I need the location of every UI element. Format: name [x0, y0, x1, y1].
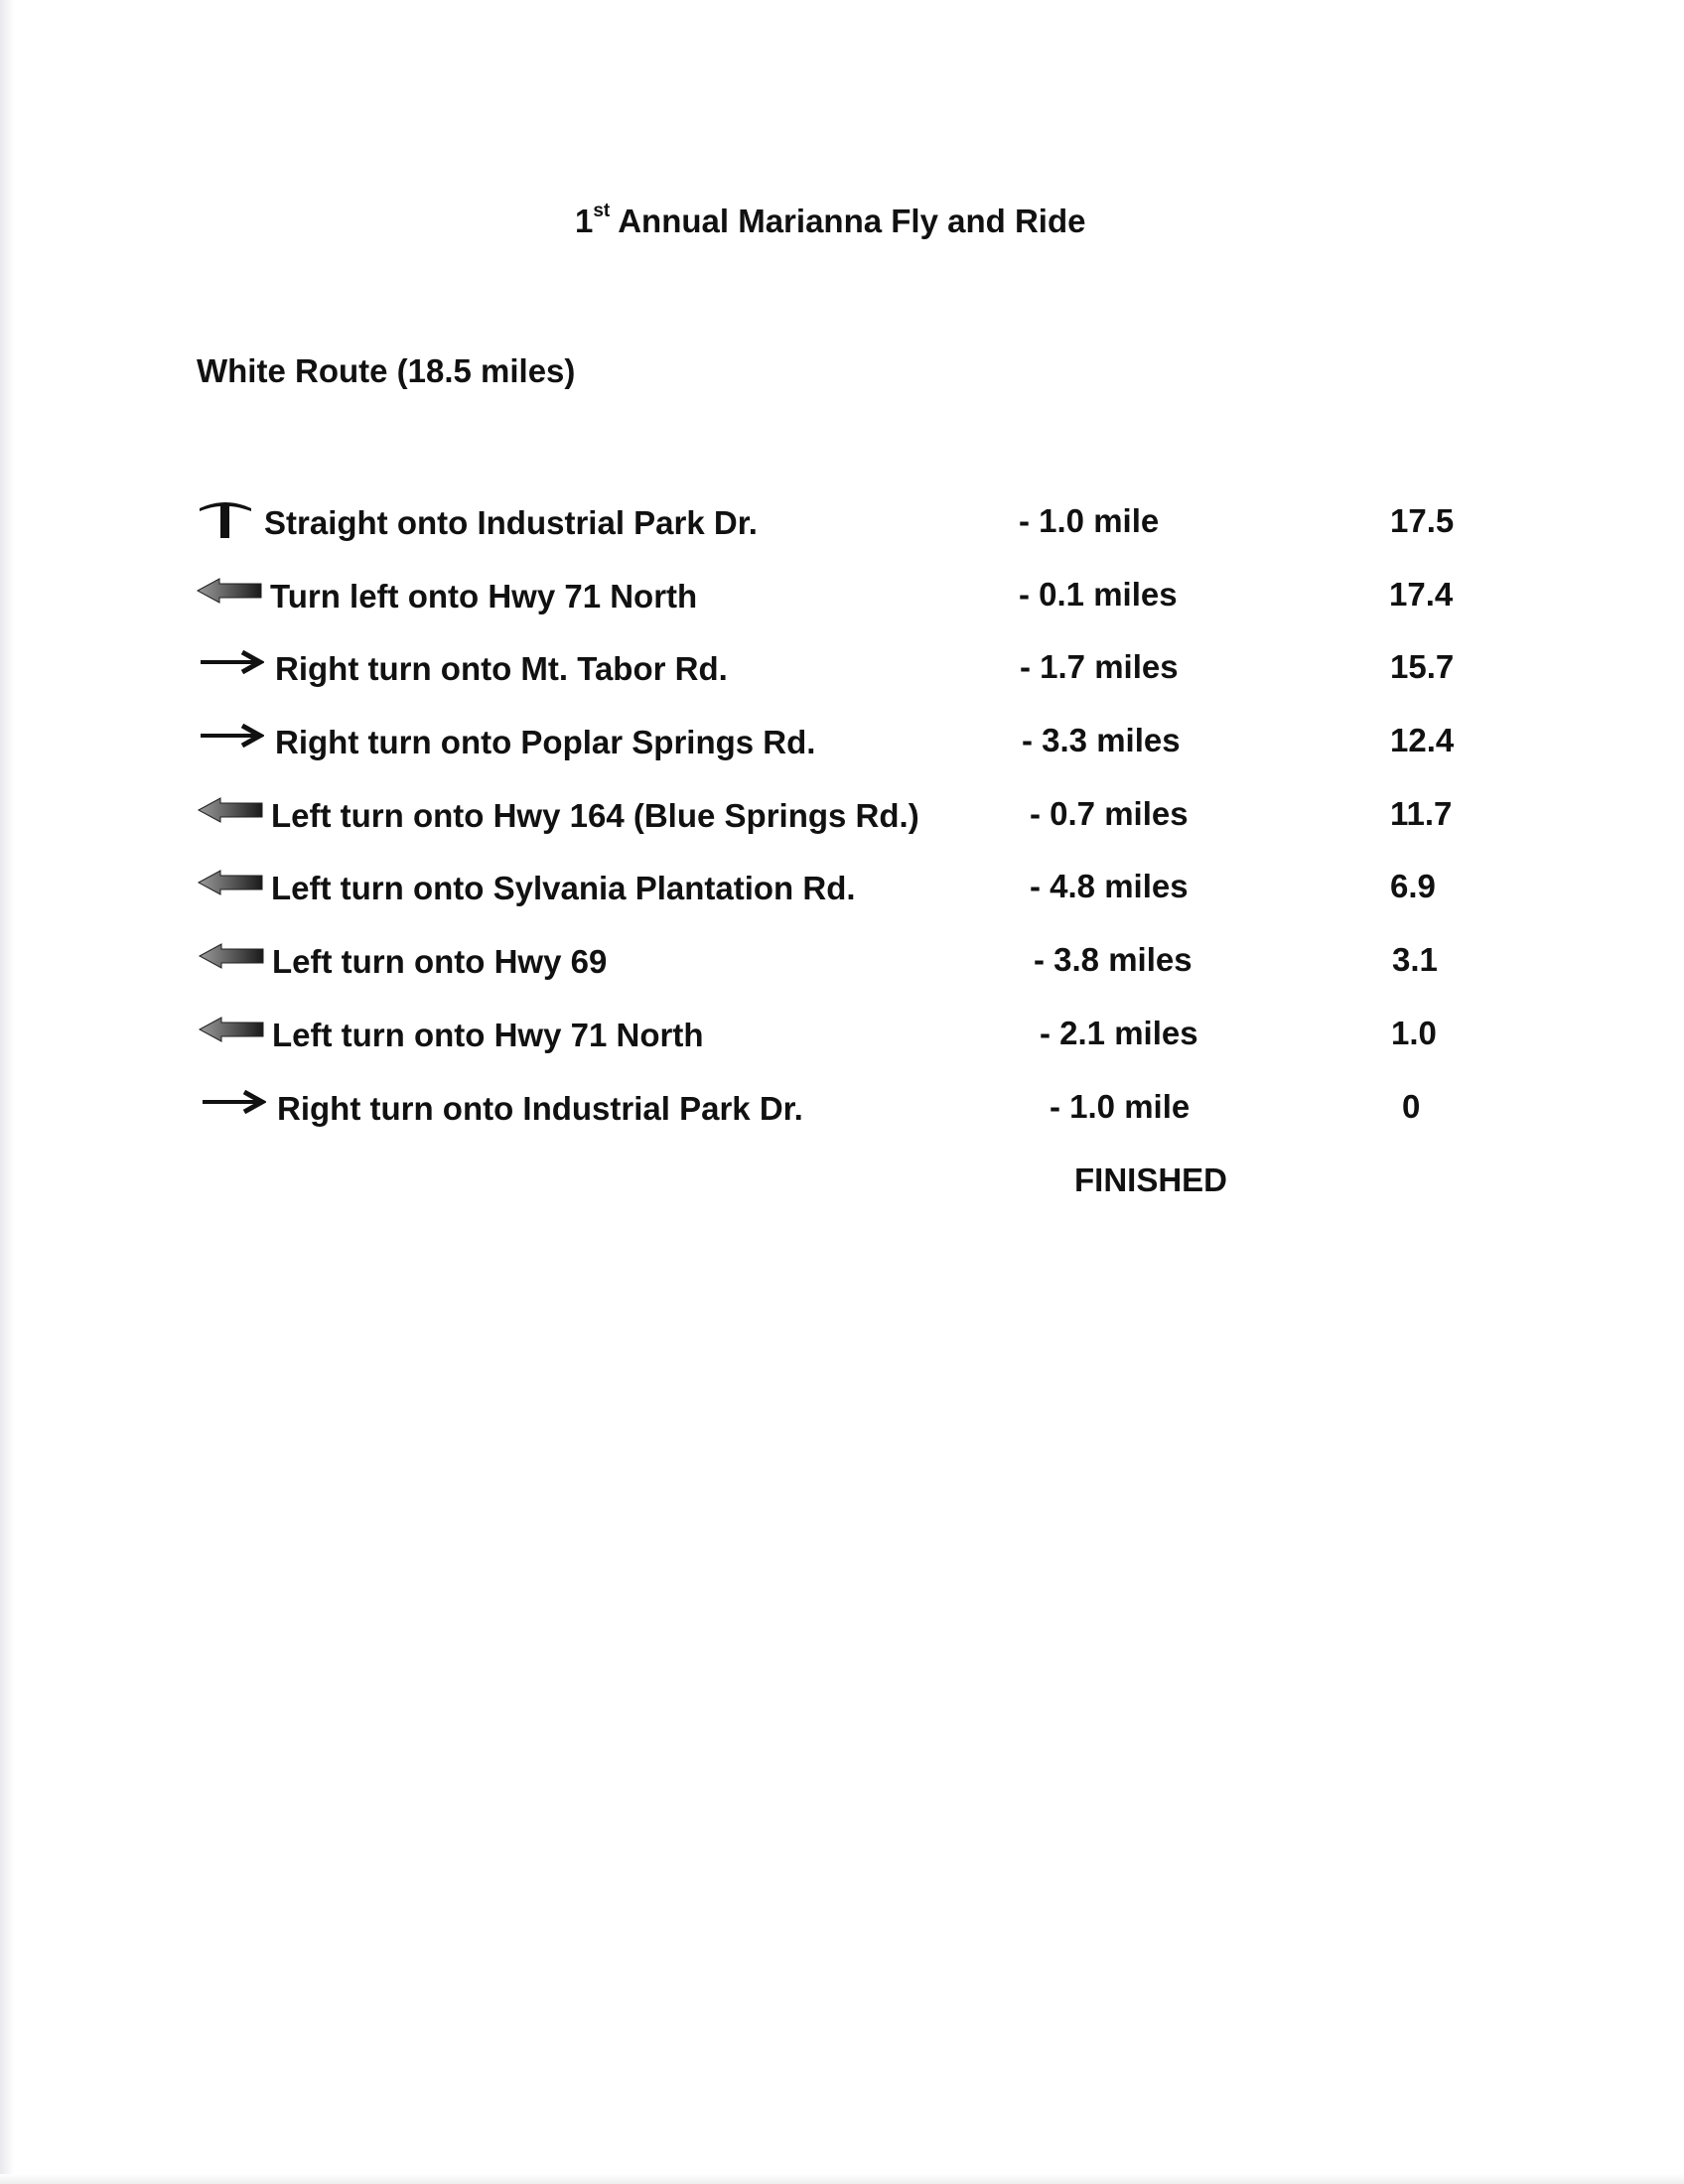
left-arrow-icon — [197, 795, 264, 831]
step-distance: - 2.1 miles — [1040, 1015, 1198, 1051]
page-bottom-edge-shadow — [0, 2174, 1684, 2184]
step-distance: - 3.8 miles — [1034, 941, 1193, 978]
step-remaining-miles: 17.5 — [1390, 502, 1455, 539]
left-arrow-icon — [197, 868, 264, 903]
right-arrow-icon — [199, 724, 264, 759]
step-instruction: Left turn onto Sylvania Plantation Rd. — [271, 870, 856, 906]
step-remaining-miles: 12.4 — [1390, 722, 1455, 758]
step-instruction: Left turn onto Hwy 71 North — [272, 1017, 704, 1053]
step-distance: - 1.0 mile — [1019, 502, 1160, 539]
route-step — [0, 864, 1684, 915]
right-arrow-icon — [201, 1090, 266, 1126]
route-step — [0, 1011, 1684, 1062]
step-remaining-miles: 11.7 — [1390, 795, 1453, 832]
step-remaining-miles: 6.9 — [1390, 868, 1436, 904]
route-step — [0, 937, 1684, 989]
route-heading: White Route (18.5 miles) — [197, 352, 576, 389]
left-arrow-icon — [196, 576, 263, 612]
step-distance: - 4.8 miles — [1030, 868, 1189, 904]
step-instruction: Straight onto Industrial Park Dr. — [264, 504, 758, 541]
step-instruction: Right turn onto Poplar Springs Rd. — [275, 724, 816, 760]
finished-label: FINISHED — [1074, 1161, 1228, 1198]
straight-arrow-icon — [198, 496, 253, 532]
step-distance: - 1.7 miles — [1020, 648, 1179, 685]
step-remaining-miles: 1.0 — [1391, 1015, 1437, 1051]
title-ordinal: 1 — [575, 203, 594, 239]
route-step — [0, 1084, 1684, 1136]
step-distance: - 3.3 miles — [1022, 722, 1181, 758]
step-remaining-miles: 3.1 — [1392, 941, 1438, 978]
step-remaining-miles: 17.4 — [1389, 576, 1454, 613]
step-distance: - 0.7 miles — [1030, 795, 1189, 832]
step-instruction: Left turn onto Hwy 69 — [272, 943, 608, 980]
title-text: Annual Marianna Fly and Ride — [618, 203, 1086, 239]
page-title — [575, 203, 1085, 240]
left-arrow-icon — [198, 1015, 265, 1050]
left-arrow-icon — [198, 941, 265, 977]
route-step — [0, 572, 1684, 623]
step-remaining-miles: 15.7 — [1390, 648, 1455, 685]
step-instruction: Left turn onto Hwy 164 (Blue Springs Rd.) — [271, 797, 919, 834]
step-instruction: Turn left onto Hwy 71 North — [270, 578, 698, 614]
step-instruction: Right turn onto Mt. Tabor Rd. — [275, 650, 728, 687]
step-remaining-miles: 0 — [1402, 1088, 1421, 1125]
route-step — [0, 498, 1684, 550]
route-step — [0, 644, 1684, 696]
route-step — [0, 718, 1684, 769]
right-arrow-icon — [199, 650, 264, 686]
step-distance: - 1.0 mile — [1050, 1088, 1191, 1125]
step-instruction: Right turn onto Industrial Park Dr. — [277, 1090, 803, 1127]
title-ordinal-suffix: st — [593, 201, 611, 221]
step-distance: - 0.1 miles — [1019, 576, 1178, 613]
route-step — [0, 791, 1684, 843]
